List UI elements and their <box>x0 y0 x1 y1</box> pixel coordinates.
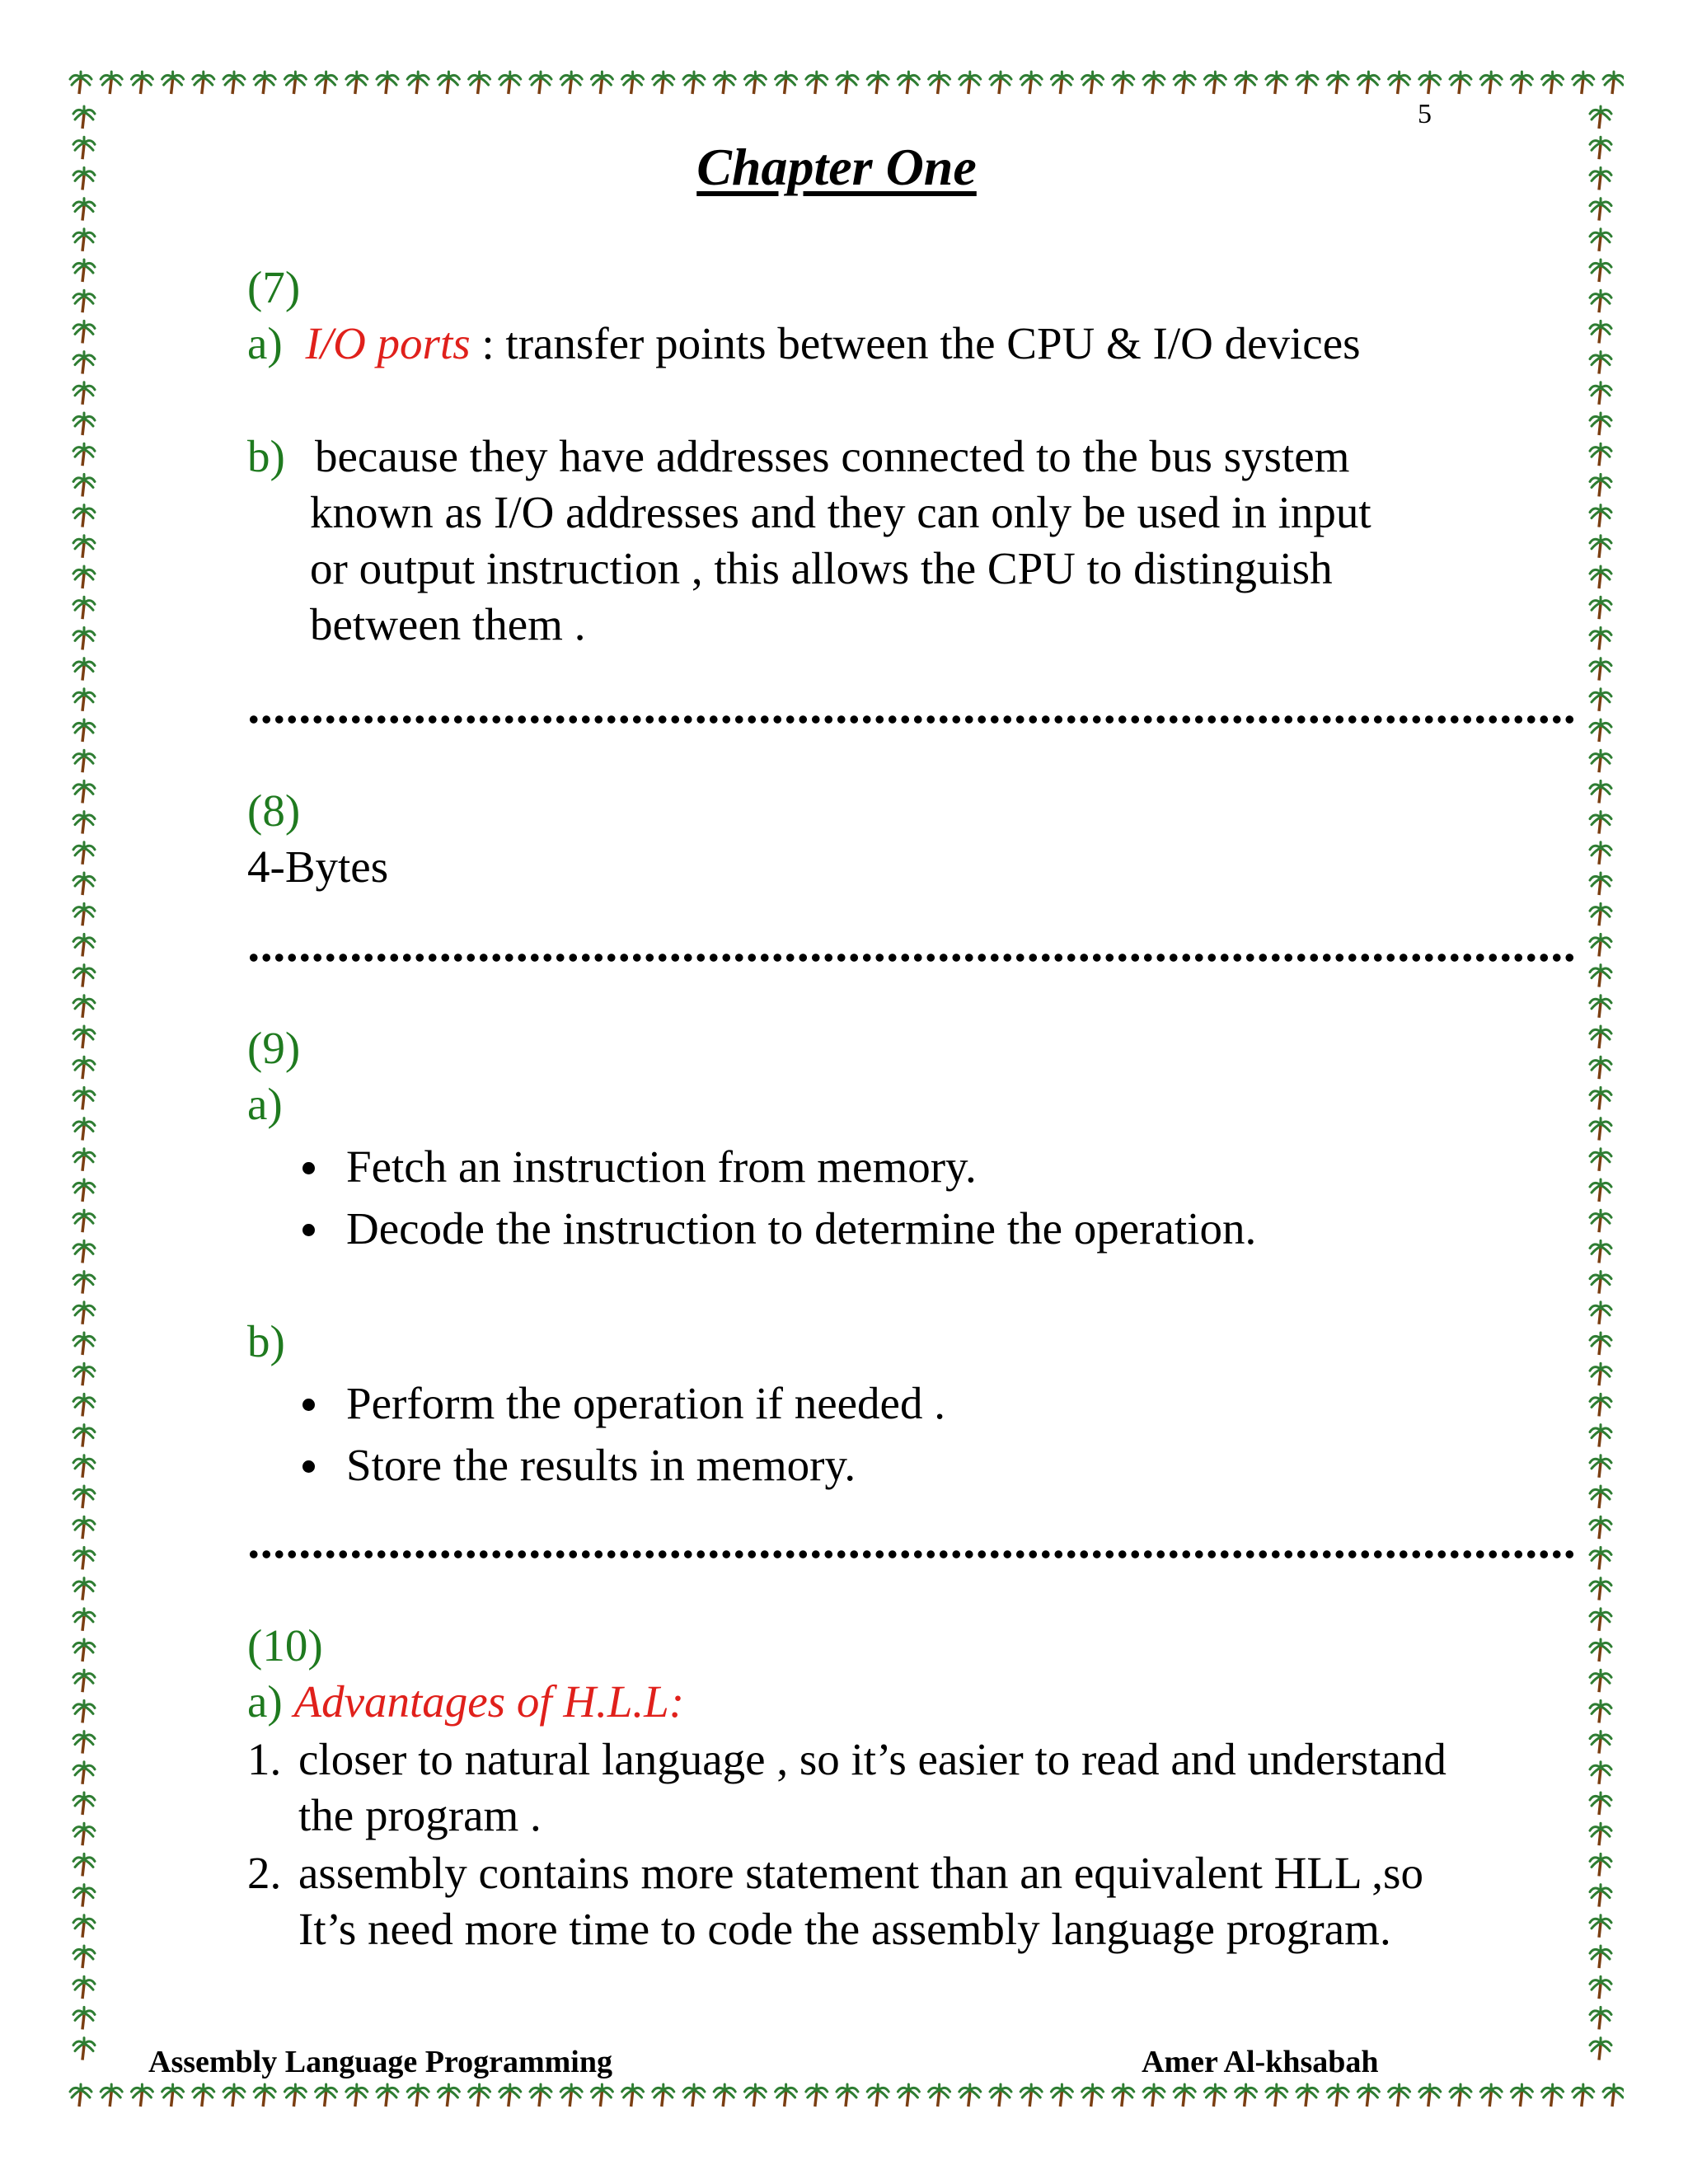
palm-tree-icon <box>1603 2084 1624 2107</box>
q7-b-line-4: between them . <box>310 599 586 649</box>
palm-tree-icon <box>1573 2084 1594 2107</box>
palm-tree-icon <box>867 72 889 94</box>
palm-tree-icon <box>1590 1609 1611 1631</box>
palm-tree-icon <box>223 72 245 94</box>
palm-tree-icon <box>806 72 828 94</box>
palm-tree-icon <box>73 780 95 803</box>
palm-tree-icon <box>1590 229 1611 251</box>
palm-tree-icon <box>1590 1885 1611 1907</box>
palm-tree-icon <box>73 1455 95 1478</box>
palm-tree-icon <box>1590 505 1611 527</box>
q9-b-bullet-2: Store the results in memory. <box>346 1440 856 1490</box>
palm-tree-icon <box>837 2084 858 2107</box>
palm-tree-icon <box>70 2084 91 2107</box>
palm-tree-icon <box>1590 934 1611 956</box>
border-top-palm-icons <box>66 63 1624 104</box>
q9-number: (9) <box>247 1023 301 1073</box>
palm-tree-icon <box>73 1732 95 1754</box>
palm-tree-icon <box>73 689 95 711</box>
palm-tree-icon <box>73 1762 95 1784</box>
palm-tree-icon <box>1590 780 1611 803</box>
palm-tree-icon <box>837 72 858 94</box>
palm-tree-icon <box>1020 2084 1042 2107</box>
palm-tree-icon <box>101 72 122 94</box>
palm-tree-icon <box>284 72 306 94</box>
palm-tree-icon <box>1590 812 1611 834</box>
q7-number: (7) <box>247 262 301 312</box>
palm-tree-icon <box>653 72 674 94</box>
palm-tree-icon <box>73 1425 95 1447</box>
palm-tree-icon <box>1590 1793 1611 1815</box>
q10-item-1-line-2: the program . <box>298 1790 542 1840</box>
palm-tree-icon <box>990 2084 1011 2107</box>
palm-tree-icon <box>73 260 95 282</box>
palm-tree-icon <box>73 1118 95 1141</box>
palm-tree-icon <box>1511 72 1532 94</box>
palm-tree-icon <box>1174 72 1195 94</box>
q10-item-2-line-2: It’s need more time to code the assembly language program. <box>298 1904 1391 1954</box>
palm-tree-icon <box>1590 1363 1611 1385</box>
q9-b-label: b) <box>247 1316 285 1366</box>
palm-tree-icon <box>70 72 91 94</box>
palm-tree-icon <box>1590 1700 1611 1722</box>
palm-tree-icon <box>1590 474 1611 496</box>
palm-tree-icon <box>622 2084 644 2107</box>
palm-tree-icon <box>1590 321 1611 343</box>
page-number: 5 <box>1418 99 1432 129</box>
palm-tree-icon <box>1590 566 1611 588</box>
bullet-dot <box>302 1460 315 1473</box>
palm-tree-icon <box>73 1976 95 1999</box>
palm-tree-icon <box>1590 1732 1611 1754</box>
palm-tree-icon <box>73 1149 95 1171</box>
palm-tree-icon <box>1590 260 1611 282</box>
palm-tree-icon <box>1327 72 1348 94</box>
palm-tree-icon <box>1590 1087 1611 1109</box>
palm-tree-icon <box>73 812 95 834</box>
bullet-dot <box>302 1224 315 1236</box>
palm-tree-icon <box>867 2084 889 2107</box>
q9-a-label: a) <box>247 1079 283 1129</box>
palm-tree-icon <box>73 1609 95 1631</box>
q7-a-label: a) <box>247 318 283 368</box>
palm-tree-icon <box>1590 627 1611 649</box>
palm-tree-icon <box>284 2084 306 2107</box>
palm-tree-icon <box>1590 1486 1611 1508</box>
palm-tree-icon <box>1590 1149 1611 1171</box>
palm-tree-icon <box>1590 1210 1611 1232</box>
q9-b-bullet-1: Perform the operation if needed . <box>346 1378 945 1428</box>
palm-tree-icon <box>1450 2084 1471 2107</box>
palm-tree-icon <box>73 1302 95 1324</box>
palm-tree-icon <box>898 2084 919 2107</box>
palm-tree-icon <box>1590 1915 1611 1938</box>
palm-tree-icon <box>929 72 950 94</box>
palm-tree-icon <box>73 1885 95 1907</box>
palm-tree-icon <box>1590 658 1611 681</box>
q7-b-line-2: known as I/O addresses and they can only be used in input <box>310 487 1372 537</box>
palm-tree-icon <box>560 2084 582 2107</box>
palm-tree-icon <box>499 2084 521 2107</box>
palm-tree-icon <box>530 2084 551 2107</box>
palm-tree-icon <box>1542 2084 1564 2107</box>
palm-tree-icon <box>377 2084 398 2107</box>
footer-author: Amer Al-khsabah <box>1142 2045 1379 2079</box>
palm-tree-icon <box>591 2084 612 2107</box>
palm-tree-icon <box>1590 290 1611 312</box>
palm-tree-icon <box>131 72 152 94</box>
palm-tree-icon <box>530 72 551 94</box>
palm-tree-icon <box>959 2084 981 2107</box>
palm-tree-icon <box>73 290 95 312</box>
palm-tree-icon <box>1590 996 1611 1018</box>
palm-tree-icon <box>73 1210 95 1232</box>
palm-tree-icon <box>73 566 95 588</box>
q10-a-label: a) <box>247 1676 294 1727</box>
palm-tree-icon <box>73 873 95 895</box>
palm-tree-icon <box>1590 842 1611 865</box>
palm-tree-icon <box>73 106 95 129</box>
chapter-title: Chapter One <box>696 138 977 196</box>
palm-tree-icon <box>254 72 275 94</box>
q10-a-line <box>247 1674 684 1730</box>
palm-tree-icon <box>1590 1578 1611 1601</box>
palm-tree-icon <box>73 996 95 1018</box>
palm-tree-icon <box>73 1272 95 1294</box>
palm-tree-icon <box>744 72 766 94</box>
palm-tree-icon <box>73 750 95 772</box>
palm-tree-icon <box>1357 2084 1379 2107</box>
palm-tree-icon <box>1590 1333 1611 1355</box>
palm-tree-icon <box>377 72 398 94</box>
palm-tree-icon <box>73 321 95 343</box>
palm-tree-icon <box>560 72 582 94</box>
palm-tree-icon <box>1590 2007 1611 2029</box>
palm-tree-icon <box>73 842 95 865</box>
palm-tree-icon <box>1480 2084 1502 2107</box>
palm-tree-icon <box>1590 1179 1611 1202</box>
palm-tree-icon <box>1573 72 1594 94</box>
palm-tree-icon <box>1113 2084 1134 2107</box>
palm-tree-icon <box>1590 1118 1611 1141</box>
palm-tree-icon <box>683 72 705 94</box>
palm-tree-icon <box>683 2084 705 2107</box>
q10-item-1-number: 1. <box>247 1734 282 1784</box>
palm-tree-icon <box>73 1946 95 1968</box>
palm-tree-icon <box>1051 2084 1072 2107</box>
palm-tree-icon <box>1590 352 1611 374</box>
dotted-separator <box>247 1549 1574 1560</box>
palm-tree-icon <box>407 72 429 94</box>
palm-tree-icon <box>73 658 95 681</box>
palm-tree-icon <box>653 2084 674 2107</box>
palm-tree-icon <box>1590 903 1611 926</box>
palm-tree-icon <box>73 719 95 742</box>
palm-tree-icon <box>1082 72 1104 94</box>
q10-number: (10) <box>247 1620 323 1671</box>
palm-tree-icon <box>193 72 214 94</box>
palm-tree-icon <box>73 229 95 251</box>
palm-tree-icon <box>1590 1946 1611 1968</box>
palm-tree-icon <box>1174 2084 1195 2107</box>
palm-tree-icon <box>1419 72 1441 94</box>
palm-tree-icon <box>1542 72 1564 94</box>
palm-tree-icon <box>714 2084 735 2107</box>
palm-tree-icon <box>73 1578 95 1601</box>
palm-tree-icon <box>73 1700 95 1722</box>
palm-tree-icon <box>1051 72 1072 94</box>
palm-tree-icon <box>1204 72 1226 94</box>
palm-tree-icon <box>73 1793 95 1815</box>
palm-tree-icon <box>73 934 95 956</box>
palm-tree-icon <box>438 2084 459 2107</box>
palm-tree-icon <box>1143 2084 1165 2107</box>
palm-tree-icon <box>1590 1302 1611 1324</box>
palm-tree-icon <box>73 1087 95 1109</box>
palm-tree-icon <box>1419 2084 1441 2107</box>
palm-tree-icon <box>73 2007 95 2029</box>
palm-tree-icon <box>1590 106 1611 129</box>
palm-tree-icon <box>1590 597 1611 619</box>
palm-tree-icon <box>316 72 337 94</box>
palm-tree-icon <box>898 72 919 94</box>
palm-tree-icon <box>73 474 95 496</box>
q7-b-line-1: because they have addresses connected to the bus system <box>315 431 1350 481</box>
palm-tree-icon <box>1590 1762 1611 1784</box>
palm-tree-icon <box>73 413 95 435</box>
q7-a-line <box>247 316 1361 372</box>
palm-tree-icon <box>1590 199 1611 221</box>
palm-tree-icon <box>131 2084 152 2107</box>
palm-tree-icon <box>73 1363 95 1385</box>
palm-tree-icon <box>1590 1272 1611 1294</box>
palm-tree-icon <box>1480 72 1502 94</box>
palm-tree-icon <box>73 965 95 987</box>
palm-tree-icon <box>1590 1639 1611 1661</box>
q8-answer: 4-Bytes <box>247 841 389 892</box>
dotted-separator <box>247 952 1574 963</box>
bullet-dot <box>302 1162 315 1174</box>
palm-tree-icon <box>73 1026 95 1048</box>
palm-tree-icon <box>499 72 521 94</box>
palm-tree-icon <box>73 352 95 374</box>
palm-tree-icon <box>1327 2084 1348 2107</box>
palm-tree-icon <box>929 2084 950 2107</box>
palm-tree-icon <box>622 72 644 94</box>
palm-tree-icon <box>1590 965 1611 987</box>
q9-a-bullet-1: Fetch an instruction from memory. <box>346 1141 977 1192</box>
palm-tree-icon <box>1590 873 1611 895</box>
palm-tree-icon <box>73 1394 95 1416</box>
palm-tree-icon <box>1590 536 1611 558</box>
palm-tree-icon <box>73 1854 95 1876</box>
palm-tree-icon <box>1590 750 1611 772</box>
palm-tree-icon <box>1590 1516 1611 1539</box>
palm-tree-icon <box>1590 443 1611 466</box>
palm-tree-icon <box>73 903 95 926</box>
palm-tree-icon <box>346 72 368 94</box>
palm-tree-icon <box>73 1240 95 1263</box>
palm-tree-icon <box>73 597 95 619</box>
palm-tree-icon <box>1590 1026 1611 1048</box>
palm-tree-icon <box>73 199 95 221</box>
palm-tree-icon <box>407 2084 429 2107</box>
q10-item-2-number: 2. <box>247 1848 282 1898</box>
palm-tree-icon <box>254 2084 275 2107</box>
palm-tree-icon <box>316 2084 337 2107</box>
footer-course-title: Assembly Language Programming <box>148 2045 612 2079</box>
q9-a-bullet-2: Decode the instruction to determine the operation. <box>346 1203 1257 1254</box>
palm-tree-icon <box>776 72 797 94</box>
dotted-separator <box>247 714 1574 725</box>
palm-tree-icon <box>776 2084 797 2107</box>
palm-tree-icon <box>1357 72 1379 94</box>
palm-tree-icon <box>1590 1240 1611 1263</box>
palm-tree-icon <box>73 505 95 527</box>
palm-tree-icon <box>1590 1976 1611 1999</box>
palm-tree-icon <box>1590 1394 1611 1416</box>
palm-tree-icon <box>73 536 95 558</box>
palm-tree-icon <box>469 72 490 94</box>
q8-number: (8) <box>247 785 301 836</box>
palm-tree-icon <box>1590 2038 1611 2060</box>
palm-tree-icon <box>1590 719 1611 742</box>
palm-tree-icon <box>1590 1455 1611 1478</box>
palm-tree-icon <box>73 1333 95 1355</box>
palm-tree-icon <box>162 2084 184 2107</box>
palm-tree-icon <box>73 443 95 466</box>
palm-tree-icon <box>1511 2084 1532 2107</box>
palm-tree-icon <box>73 1486 95 1508</box>
palm-tree-icon <box>1236 2084 1257 2107</box>
q10-a-title: Advantages of H.L.L: <box>293 1676 685 1727</box>
q10-item-1-line-1: closer to natural language , so it’s easier to read and understand <box>298 1734 1447 1784</box>
bullet-dot <box>302 1399 315 1411</box>
palm-tree-icon <box>1590 413 1611 435</box>
palm-tree-icon <box>1082 2084 1104 2107</box>
palm-tree-icon <box>1266 2084 1287 2107</box>
palm-tree-icon <box>744 2084 766 2107</box>
palm-tree-icon <box>990 72 1011 94</box>
palm-tree-icon <box>1143 72 1165 94</box>
palm-tree-icon <box>73 1639 95 1661</box>
palm-tree-icon <box>73 1179 95 1202</box>
palm-tree-icon <box>1590 1670 1611 1692</box>
palm-tree-icon <box>73 1823 95 1845</box>
palm-tree-icon <box>1590 1425 1611 1447</box>
palm-tree-icon <box>469 2084 490 2107</box>
palm-tree-icon <box>73 627 95 649</box>
border-right-palm-icons <box>1582 99 1624 2085</box>
palm-tree-icon <box>1204 2084 1226 2107</box>
palm-tree-icon <box>73 1057 95 1079</box>
palm-tree-icon <box>1590 1854 1611 1876</box>
palm-tree-icon <box>714 72 735 94</box>
palm-tree-icon <box>1266 72 1287 94</box>
palm-tree-icon <box>73 382 95 405</box>
palm-tree-icon <box>223 2084 245 2107</box>
border-bottom-palm-icons <box>66 2075 1624 2116</box>
palm-tree-icon <box>806 2084 828 2107</box>
palm-tree-icon <box>438 72 459 94</box>
palm-tree-icon <box>1389 72 1410 94</box>
palm-tree-icon <box>1236 72 1257 94</box>
palm-tree-icon <box>73 1547 95 1569</box>
q10-item-2-line-1: assembly contains more statement than an equivalent HLL ,so <box>298 1848 1423 1898</box>
palm-tree-icon <box>346 2084 368 2107</box>
palm-tree-icon <box>73 1516 95 1539</box>
palm-tree-icon <box>1296 2084 1318 2107</box>
border-left-palm-icons <box>66 99 107 2085</box>
palm-tree-icon <box>1389 2084 1410 2107</box>
palm-tree-icon <box>1603 72 1624 94</box>
palm-tree-icon <box>1590 1547 1611 1569</box>
palm-tree-icon <box>73 1915 95 1938</box>
palm-tree-icon <box>1590 1057 1611 1079</box>
palm-tree-icon <box>1450 72 1471 94</box>
q7-a-term: I/O ports <box>305 318 471 368</box>
palm-tree-icon <box>591 72 612 94</box>
palm-tree-icon <box>101 2084 122 2107</box>
palm-tree-icon <box>959 72 981 94</box>
palm-tree-icon <box>193 2084 214 2107</box>
palm-tree-icon <box>1590 689 1611 711</box>
q7-a-text: : transfer points between the CPU & I/O devices <box>470 318 1361 368</box>
palm-tree-icon <box>1590 382 1611 405</box>
palm-tree-icon <box>1113 72 1134 94</box>
q7-b-line-3: or output instruction , this allows the CPU to distinguish <box>310 543 1333 593</box>
palm-tree-icon <box>73 1670 95 1692</box>
palm-tree-icon <box>162 72 184 94</box>
palm-tree-icon <box>1296 72 1318 94</box>
palm-tree-icon <box>73 2038 95 2060</box>
palm-tree-icon <box>1590 1823 1611 1845</box>
palm-tree-icon <box>1020 72 1042 94</box>
q7-b-label: b) <box>247 431 285 481</box>
